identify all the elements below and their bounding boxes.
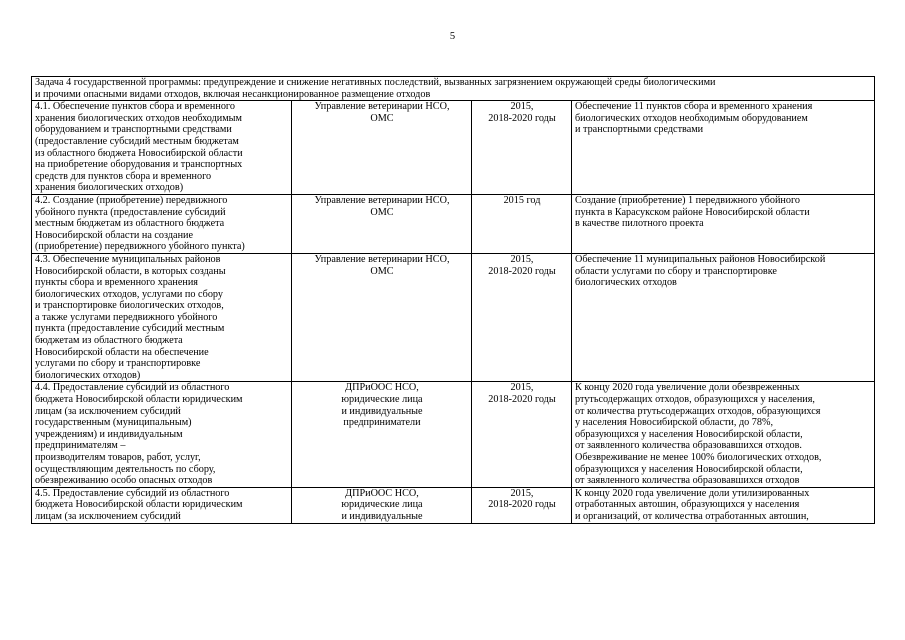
cell-line: 2015, bbox=[510, 101, 534, 113]
table-row bbox=[32, 487, 875, 523]
measure-cell bbox=[32, 487, 292, 523]
cell-line: предпринимателям – bbox=[35, 440, 126, 452]
result-cell bbox=[572, 487, 875, 523]
cell-line: (приобретение) передвижного убойного пункта) bbox=[35, 241, 245, 253]
cell-line: у населения Новосибирской области, до 78%, bbox=[575, 417, 774, 429]
cell-line: из областного бюджета Новосибирской области bbox=[35, 147, 243, 159]
cell-line: и транспортировке биологических отходов, bbox=[35, 300, 224, 312]
cell-line: юридические лица bbox=[341, 394, 423, 406]
cell-line: государственным (муниципальным) bbox=[35, 417, 192, 429]
cell-line: средств для пунктов сбора и временного bbox=[35, 170, 212, 182]
cell-line: образующихся у населения Новосибирской области, bbox=[575, 428, 803, 440]
executor-cell bbox=[292, 382, 472, 487]
period-cell bbox=[472, 382, 572, 487]
cell-line: К концу 2020 года увеличение доли обезвреженных bbox=[575, 382, 800, 394]
measure-cell bbox=[32, 253, 292, 382]
cell-line: от количества ртутьсодержащих отходов, образующихся bbox=[575, 405, 821, 417]
table-row bbox=[32, 194, 875, 253]
cell-line: бюджета Новосибирской области юридическим bbox=[35, 499, 243, 511]
cell-line: К концу 2020 года увеличение доли утилизированных bbox=[575, 487, 810, 499]
cell-line: пункты сбора и временного хранения bbox=[35, 277, 198, 289]
measure-cell bbox=[32, 382, 292, 487]
cell-line: 4.5. Предоставление субсидий из областного bbox=[35, 487, 230, 499]
cell-line: Управление ветеринарии НСО, bbox=[314, 253, 450, 265]
cell-line: и индивидуальные bbox=[341, 510, 423, 522]
cell-line: и транспортными средствами bbox=[575, 124, 704, 136]
executor-cell bbox=[292, 194, 472, 253]
cell-line: а также услугами передвижного убойного bbox=[35, 311, 218, 323]
cell-line: отработанных автошин, образующихся у населения bbox=[575, 499, 800, 511]
task-header-row bbox=[32, 77, 875, 101]
period-cell bbox=[472, 253, 572, 382]
cell-line: образующихся у населения Новосибирской области, bbox=[575, 463, 803, 475]
cell-line: хранения биологических отходов необходимым bbox=[35, 112, 242, 124]
cell-line: Обезвреживание не менее 100% биологических отходов, bbox=[575, 452, 822, 463]
cell-line: Управление ветеринарии НСО, bbox=[314, 194, 450, 206]
cell-line: и индивидуальные bbox=[341, 405, 423, 417]
cell-line: (предоставление субсидий местным бюджетам bbox=[35, 135, 239, 147]
program-table bbox=[31, 76, 875, 524]
cell-line: обезвреживанию особо опасных отходов bbox=[35, 475, 213, 487]
cell-line: лицам (за исключением субсидий bbox=[35, 405, 181, 417]
period-cell bbox=[472, 487, 572, 523]
cell-line: осуществляющим деятельность по сбору, bbox=[35, 463, 216, 475]
cell-line: Обеспечение 11 пунктов сбора и временного хранения bbox=[575, 101, 813, 113]
cell-line: биологических отходов необходимым оборудованием bbox=[575, 112, 808, 124]
result-cell bbox=[572, 382, 875, 487]
cell-line: области услугами по сбору и транспортировке bbox=[575, 265, 777, 277]
cell-line: хранения биологических отходов) bbox=[35, 182, 184, 194]
cell-line: биологических отходов, услугами по сбору bbox=[35, 288, 223, 300]
cell-line: Обеспечение 11 муниципальных районов Новосибирской bbox=[575, 253, 826, 265]
task-line: Задача 4 государственной программы: предупреждение и снижение негативных последствий, вызванных загрязнением окружающей среды биологическими bbox=[35, 77, 716, 88]
cell-line: пункта (предоставление субсидий местным bbox=[35, 323, 225, 335]
cell-line: 2018-2020 годы bbox=[488, 499, 556, 511]
cell-line: Новосибирской области на создание bbox=[35, 229, 193, 241]
result-cell bbox=[572, 253, 875, 382]
cell-line: производителям товаров, работ, услуг, bbox=[35, 452, 201, 463]
cell-line: Создание (приобретение) 1 передвижного убойного bbox=[575, 194, 800, 206]
executor-cell bbox=[292, 487, 472, 523]
cell-line: 4.4. Предоставление субсидий из областного bbox=[35, 382, 230, 394]
period-cell bbox=[472, 194, 572, 253]
cell-line: биологических отходов) bbox=[35, 369, 141, 381]
cell-line: от заявленного количества образовавшихся отходов. bbox=[575, 440, 802, 452]
cell-line: ОМС bbox=[370, 265, 394, 277]
cell-line: Новосибирской области на обеспечение bbox=[35, 346, 209, 358]
cell-line: от заявленного количества образовавшихся отходов bbox=[575, 475, 800, 487]
cell-line: ОМС bbox=[370, 112, 394, 124]
table-row bbox=[32, 101, 875, 195]
cell-line: биологических отходов bbox=[575, 277, 677, 289]
cell-line: местным бюджетам из областного бюджета bbox=[35, 218, 225, 230]
task-cell bbox=[32, 77, 875, 101]
cell-line: 2015, bbox=[510, 487, 534, 499]
cell-line: бюджетам из областного бюджета bbox=[35, 335, 183, 347]
cell-line: 2018-2020 годы bbox=[488, 265, 556, 277]
cell-line: 2015 год bbox=[503, 194, 541, 206]
cell-line: учреждениям) и индивидуальным bbox=[35, 428, 183, 440]
page-number: 5 bbox=[449, 31, 456, 42]
cell-line: ртутьсодержащих отходов, образующихся у населения, bbox=[575, 394, 815, 406]
cell-line: 4.1. Обеспечение пунктов сбора и временного bbox=[35, 101, 235, 113]
executor-cell bbox=[292, 253, 472, 382]
cell-line: Новосибирской области, в которых созданы bbox=[35, 265, 226, 277]
measure-cell bbox=[32, 194, 292, 253]
cell-line: Управление ветеринарии НСО, bbox=[314, 101, 450, 113]
cell-line: 2015, bbox=[510, 253, 534, 265]
cell-line: убойного пункта (предоставление субсидий bbox=[35, 206, 226, 218]
cell-line: пункта в Карасукском районе Новосибирской области bbox=[575, 206, 810, 218]
result-cell bbox=[572, 194, 875, 253]
cell-line: в качестве пилотного проекта bbox=[575, 218, 704, 230]
cell-line: 4.2. Создание (приобретение) передвижного bbox=[35, 194, 228, 206]
cell-line: бюджета Новосибирской области юридическим bbox=[35, 394, 243, 406]
cell-line: услугами по сбору и транспортировке bbox=[35, 358, 201, 370]
measure-cell bbox=[32, 101, 292, 195]
result-cell bbox=[572, 101, 875, 195]
cell-line: 2018-2020 годы bbox=[488, 112, 556, 124]
cell-line: предприниматели bbox=[343, 417, 421, 429]
cell-line: 2015, bbox=[510, 382, 534, 394]
cell-line: ОМС bbox=[370, 206, 394, 218]
cell-line: на приобретение оборудования и транспортных bbox=[35, 159, 243, 171]
cell-line: ДПРиООС НСО, bbox=[345, 487, 419, 499]
task-line: и прочими опасными видами отходов, включая несанкционированное размещение отходов bbox=[35, 88, 431, 100]
cell-line: и организаций, от количества отработанных автошин, bbox=[575, 510, 809, 522]
table-row bbox=[32, 382, 875, 487]
cell-line: лицам (за исключением субсидий bbox=[35, 510, 181, 522]
cell-line: юридические лица bbox=[341, 499, 423, 511]
executor-cell bbox=[292, 101, 472, 195]
cell-line: 4.3. Обеспечение муниципальных районов bbox=[35, 253, 221, 265]
cell-line: 2018-2020 годы bbox=[488, 394, 556, 406]
period-cell bbox=[472, 101, 572, 195]
cell-line: ДПРиООС НСО, bbox=[345, 382, 419, 394]
table-row bbox=[32, 253, 875, 382]
cell-line: оборудованием и транспортными средствами bbox=[35, 124, 232, 136]
